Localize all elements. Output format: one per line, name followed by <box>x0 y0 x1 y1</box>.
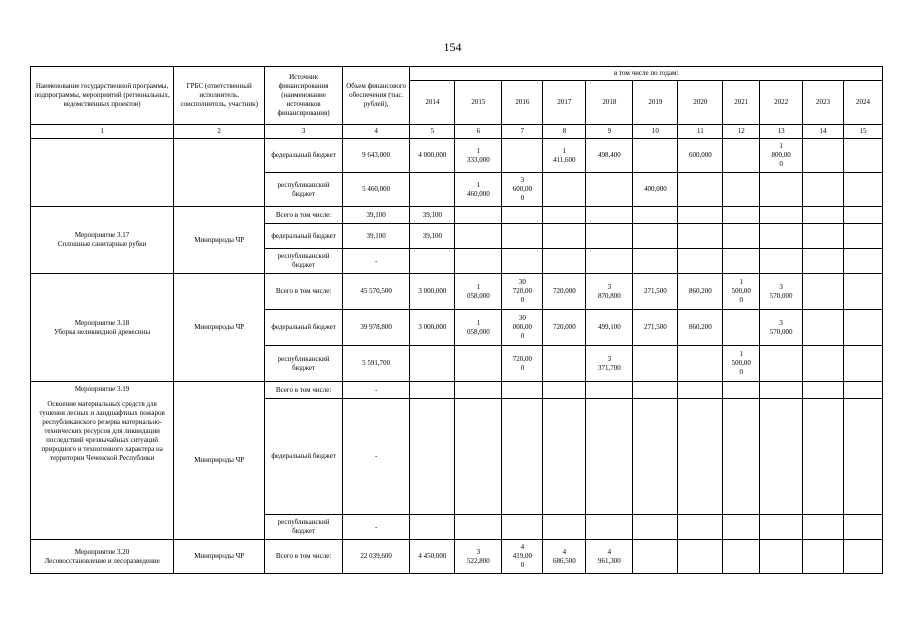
year-value-cell: 860,200 <box>678 310 723 346</box>
year-value-cell: 3 870,800 <box>586 274 633 310</box>
year-value-cell <box>844 515 883 540</box>
year-value-cell <box>760 173 803 207</box>
year-value-cell <box>410 346 455 382</box>
header-volume: Объем финансового обеспечения (тыс. рублей), <box>342 67 410 125</box>
year-value-cell <box>410 173 455 207</box>
year-value-cell <box>803 224 844 249</box>
year-value-cell <box>844 382 883 399</box>
year-value-cell <box>723 139 760 173</box>
year-value-cell: 3 570,000 <box>760 274 803 310</box>
source-cell: республиканский бюджет <box>265 515 343 540</box>
total-cell: 39,100 <box>342 224 410 249</box>
year-value-cell: 3 570,000 <box>760 310 803 346</box>
year-value-cell <box>803 399 844 515</box>
year-value-cell <box>586 515 633 540</box>
year-value-cell: 4 000,000 <box>410 139 455 173</box>
year-value-cell <box>543 399 586 515</box>
year-value-cell <box>678 224 723 249</box>
year-value-cell <box>844 224 883 249</box>
col-number: 7 <box>502 125 543 139</box>
year-value-cell <box>844 173 883 207</box>
col-number: 5 <box>410 125 455 139</box>
year-value-cell <box>455 249 502 274</box>
total-cell: 9 643,000 <box>342 139 410 173</box>
year-value-cell <box>633 382 678 399</box>
year-value-cell: 271,500 <box>633 274 678 310</box>
col-number: 14 <box>803 125 844 139</box>
year-value-cell <box>543 207 586 224</box>
source-cell: Всего в том числе: <box>265 540 343 574</box>
total-cell: 5 460,000 <box>342 173 410 207</box>
year-value-cell <box>803 540 844 574</box>
total-cell: 39 978,800 <box>342 310 410 346</box>
year-value-cell: 1 058,000 <box>455 274 502 310</box>
table-row <box>31 207 883 224</box>
year-value-cell: 4 686,500 <box>543 540 586 574</box>
header-year: 2018 <box>586 81 633 125</box>
year-value-cell <box>844 540 883 574</box>
col-number: 13 <box>760 125 803 139</box>
year-value-cell: 39,100 <box>410 224 455 249</box>
year-value-cell <box>678 249 723 274</box>
header-year: 2014 <box>410 81 455 125</box>
year-value-cell <box>844 249 883 274</box>
year-value-cell <box>455 515 502 540</box>
program-name-cell: Мероприятие 3.20 Лесовосстановление и лесоразведение <box>31 540 174 574</box>
year-value-cell: 271,500 <box>633 310 678 346</box>
year-value-cell <box>760 346 803 382</box>
header-year: 2017 <box>543 81 586 125</box>
grbs-cell: Минприроды ЧР <box>174 207 265 274</box>
measure-title: Мероприятие 3.19 <box>74 385 130 393</box>
year-value-cell: 498,400 <box>586 139 633 173</box>
year-value-cell <box>586 249 633 274</box>
grbs-cell: Минприроды ЧР <box>174 274 265 382</box>
year-value-cell: 4 961,300 <box>586 540 633 574</box>
year-value-cell <box>678 207 723 224</box>
year-value-cell: 720,00 0 <box>502 346 543 382</box>
budget-table <box>30 66 883 574</box>
year-value-cell <box>803 249 844 274</box>
header-year: 2024 <box>844 81 883 125</box>
col-number: 15 <box>844 125 883 139</box>
program-name-cell <box>31 139 174 207</box>
total-cell: - <box>342 515 410 540</box>
total-cell: 39,100 <box>342 207 410 224</box>
header-year: 2021 <box>723 81 760 125</box>
year-value-cell: 720,000 <box>543 274 586 310</box>
table-row <box>31 139 883 173</box>
year-value-cell <box>803 382 844 399</box>
year-value-cell: 4 419,00 0 <box>502 540 543 574</box>
source-cell: республиканский бюджет <box>265 173 343 207</box>
year-value-cell <box>678 540 723 574</box>
header-year: 2019 <box>633 81 678 125</box>
year-value-cell: 3 600,00 0 <box>502 173 543 207</box>
col-number: 11 <box>678 125 723 139</box>
year-value-cell <box>543 346 586 382</box>
year-value-cell <box>760 540 803 574</box>
year-value-cell <box>723 224 760 249</box>
header-year: 2015 <box>455 81 502 125</box>
year-value-cell <box>844 310 883 346</box>
year-value-cell <box>586 224 633 249</box>
year-value-cell <box>844 274 883 310</box>
grbs-cell: Минприроды ЧР <box>174 382 265 540</box>
source-cell: федеральный бюджет <box>265 224 343 249</box>
source-cell: федеральный бюджет <box>265 310 343 346</box>
year-value-cell <box>633 540 678 574</box>
year-value-cell <box>678 515 723 540</box>
year-value-cell: 720,000 <box>543 310 586 346</box>
year-value-cell <box>844 346 883 382</box>
source-cell: Всего в том числе: <box>265 207 343 224</box>
header-source: Источник финансирования (наименование источников финансирования) <box>265 67 343 125</box>
year-value-cell: 1 411,600 <box>543 139 586 173</box>
col-number: 2 <box>174 125 265 139</box>
year-value-cell <box>678 346 723 382</box>
year-value-cell: 600,000 <box>678 139 723 173</box>
year-value-cell <box>723 382 760 399</box>
year-value-cell: 3 522,800 <box>455 540 502 574</box>
year-value-cell <box>760 382 803 399</box>
page-number: 154 <box>443 40 462 54</box>
year-value-cell: 30 000,00 0 <box>502 310 543 346</box>
year-value-cell: 1 460,000 <box>455 173 502 207</box>
year-value-cell <box>543 249 586 274</box>
source-cell: Всего в том числе: <box>265 382 343 399</box>
year-value-cell <box>803 207 844 224</box>
year-value-cell <box>633 249 678 274</box>
grbs-cell <box>174 139 265 207</box>
year-value-cell <box>455 382 502 399</box>
year-value-cell <box>723 173 760 207</box>
year-value-cell <box>723 207 760 224</box>
year-value-cell <box>803 173 844 207</box>
year-value-cell: 860,200 <box>678 274 723 310</box>
table-row <box>31 540 883 574</box>
year-value-cell: 499,100 <box>586 310 633 346</box>
year-value-cell <box>502 249 543 274</box>
year-value-cell <box>803 346 844 382</box>
year-value-cell: 1 800,00 0 <box>760 139 803 173</box>
col-number: 3 <box>265 125 343 139</box>
year-value-cell <box>455 346 502 382</box>
total-cell: - <box>342 382 410 399</box>
program-name-cell <box>31 382 174 540</box>
year-value-cell: 4 450,000 <box>410 540 455 574</box>
year-value-cell <box>803 139 844 173</box>
year-value-cell <box>502 399 543 515</box>
table-row <box>31 274 883 310</box>
year-value-cell <box>455 207 502 224</box>
col-number: 9 <box>586 125 633 139</box>
year-value-cell <box>410 515 455 540</box>
year-value-cell <box>760 207 803 224</box>
year-value-cell <box>543 224 586 249</box>
year-value-cell: 1 333,000 <box>455 139 502 173</box>
col-number: 8 <box>543 125 586 139</box>
year-value-cell <box>633 139 678 173</box>
year-value-cell <box>678 382 723 399</box>
total-cell: - <box>342 249 410 274</box>
program-name-cell: Мероприятие 3.18 Уборка неликвидной древесины <box>31 274 174 382</box>
year-value-cell <box>502 207 543 224</box>
year-value-cell <box>844 139 883 173</box>
year-value-cell: 1 500,00 0 <box>723 274 760 310</box>
year-value-cell <box>633 224 678 249</box>
year-value-cell <box>543 173 586 207</box>
year-value-cell: 30 720,00 0 <box>502 274 543 310</box>
year-value-cell <box>502 515 543 540</box>
year-value-cell <box>803 515 844 540</box>
year-value-cell <box>410 399 455 515</box>
year-value-cell <box>723 515 760 540</box>
col-number: 12 <box>723 125 760 139</box>
col-number: 1 <box>31 125 174 139</box>
header-grbs: ГРБС (ответственный исполнитель, соисполнитель, участник) <box>174 67 265 125</box>
header-year: 2020 <box>678 81 723 125</box>
year-value-cell <box>723 249 760 274</box>
total-cell: 5 591,700 <box>342 346 410 382</box>
source-cell: федеральный бюджет <box>265 139 343 173</box>
col-number: 6 <box>455 125 502 139</box>
year-value-cell: 39,100 <box>410 207 455 224</box>
year-value-cell: 1 058,000 <box>455 310 502 346</box>
year-value-cell <box>633 346 678 382</box>
total-cell: 22 039,600 <box>342 540 410 574</box>
header-year: 2023 <box>803 81 844 125</box>
year-value-cell <box>760 224 803 249</box>
year-value-cell <box>723 399 760 515</box>
year-value-cell: 3 000,000 <box>410 310 455 346</box>
year-value-cell <box>543 382 586 399</box>
source-cell: Всего в том числе: <box>265 274 343 310</box>
header-year: 2022 <box>760 81 803 125</box>
header-years-group: в том числе по годам: <box>410 67 883 81</box>
year-value-cell <box>586 173 633 207</box>
year-value-cell <box>844 207 883 224</box>
year-value-cell <box>760 399 803 515</box>
year-value-cell <box>723 310 760 346</box>
year-value-cell <box>410 382 455 399</box>
year-value-cell <box>760 515 803 540</box>
year-value-cell <box>410 249 455 274</box>
table-row <box>31 382 883 399</box>
year-value-cell: 400,000 <box>633 173 678 207</box>
year-value-cell <box>586 382 633 399</box>
year-value-cell <box>455 399 502 515</box>
year-value-cell <box>760 249 803 274</box>
year-value-cell <box>678 173 723 207</box>
year-value-cell <box>586 399 633 515</box>
header-year: 2016 <box>502 81 543 125</box>
year-value-cell <box>586 207 633 224</box>
year-value-cell <box>678 399 723 515</box>
year-value-cell <box>633 399 678 515</box>
year-value-cell <box>502 382 543 399</box>
year-value-cell <box>502 139 543 173</box>
year-value-cell <box>803 310 844 346</box>
budget-table-container <box>30 66 883 574</box>
year-value-cell: 3 000,000 <box>410 274 455 310</box>
total-cell: 45 570,500 <box>342 274 410 310</box>
header-program-name: Наименование государственной программы, подпрограммы, мероприятий (региональных, ведомственных проектов) <box>31 67 174 125</box>
total-cell: - <box>342 399 410 515</box>
col-number: 10 <box>633 125 678 139</box>
year-value-cell <box>723 540 760 574</box>
year-value-cell: 3 371,700 <box>586 346 633 382</box>
year-value-cell <box>502 224 543 249</box>
year-value-cell <box>803 274 844 310</box>
year-value-cell <box>543 515 586 540</box>
measure-description: Освоение материальных средств для тушения лесных и ландшафтных пожаров республиканского резерва материально-технических ресурсов для ликвидации последствий чрезвычайных ситуаций природного и техногенного характера на территории Чеченской Республики <box>39 400 165 462</box>
year-value-cell <box>633 207 678 224</box>
source-cell: республиканский бюджет <box>265 249 343 274</box>
grbs-cell: Минприроды ЧР <box>174 540 265 574</box>
source-cell: федеральный бюджет <box>265 399 343 515</box>
year-value-cell: 1 500,00 0 <box>723 346 760 382</box>
col-number: 4 <box>342 125 410 139</box>
source-cell: республиканский бюджет <box>265 346 343 382</box>
year-value-cell <box>633 515 678 540</box>
year-value-cell <box>455 224 502 249</box>
program-name-cell: Мероприятие 3.17 Сплошные санитарные рубки <box>31 207 174 274</box>
year-value-cell <box>844 399 883 515</box>
